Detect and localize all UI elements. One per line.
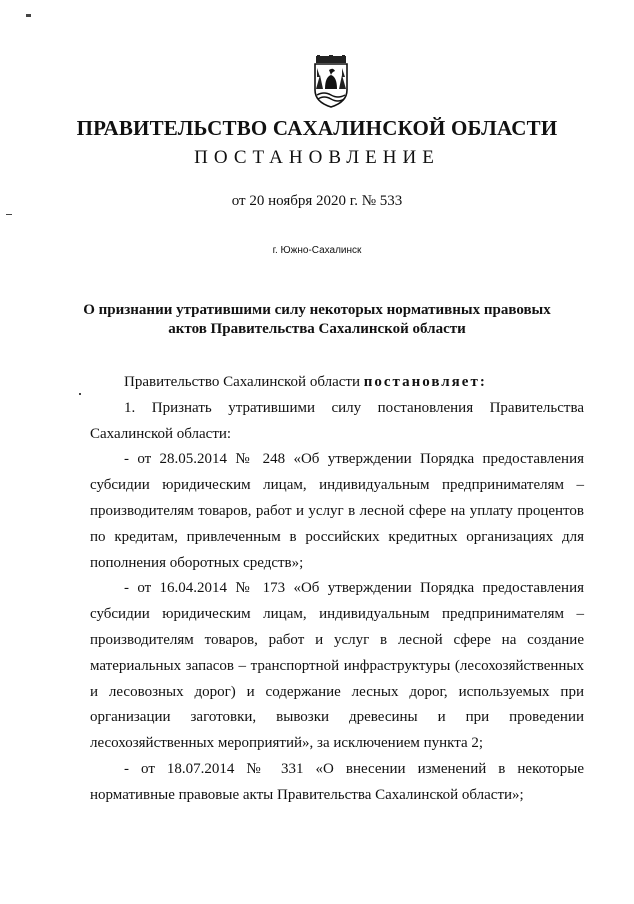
sub-item-paragraph: - от 28.05.2014 № 248 «Об утверждении Порядка предоставления субсидии юридическим лицам, индивидуальным предпринимателям – производителям товаров, работ и услуг в лесной сфере на уплату процентов по кредитам, привлеченным в российских кредитных организациях для пополнения оборотных средств»; bbox=[90, 451, 584, 571]
preamble-paragraph bbox=[90, 370, 584, 396]
sub-item-paragraph: - от 18.07.2014 № 331 «О внесении изменений в некоторые нормативные правовые акты Правительства Сахалинской области»; bbox=[90, 760, 584, 803]
item-paragraph: 1. Признать утратившими силу постановления Правительства Сахалинской области: bbox=[90, 399, 584, 442]
sub-item-paragraph: - от 16.04.2014 № 173 «Об утверждении Порядка предоставления субсидии юридическим лицам, индивидуальным предпринимателям – производителям товаров, работ и услуг в лесной сфере на создание материальных запасов – транспортной инфраструктуры (лесохозяйственных и лесовозных дорог) и содержание лесных дорог, используемых при организации заготовки, вывозки древесины и при проведении лесохозяйственных мероприятий», за исключением пункта 2; bbox=[90, 580, 584, 752]
preamble-text: Правительство Сахалинской области bbox=[124, 374, 364, 390]
document-date-number: от 20 ноября 2020 г. № 533 bbox=[231, 193, 403, 209]
scan-mark-dot bbox=[79, 393, 81, 395]
scan-mark-left bbox=[6, 214, 12, 215]
document-body bbox=[90, 370, 584, 809]
preamble-keyword: постановляет: bbox=[363, 374, 487, 390]
subject-line: О признании утратившими силу некоторых нормативных правовых bbox=[83, 302, 551, 318]
document-place: г. Южно-Сахалинск bbox=[272, 245, 362, 256]
document-subject bbox=[80, 301, 554, 339]
subject-line: актов Правительства Сахалинской области bbox=[168, 321, 466, 337]
org-title: ПРАВИТЕЛЬСТВО САХАЛИНСКОЙ ОБЛАСТИ bbox=[76, 116, 558, 140]
document-type: ПОСТАНОВЛЕНИЕ bbox=[194, 147, 440, 168]
sakhalin-coat-of-arms-icon bbox=[311, 55, 351, 108]
scan-mark-top bbox=[26, 14, 31, 17]
